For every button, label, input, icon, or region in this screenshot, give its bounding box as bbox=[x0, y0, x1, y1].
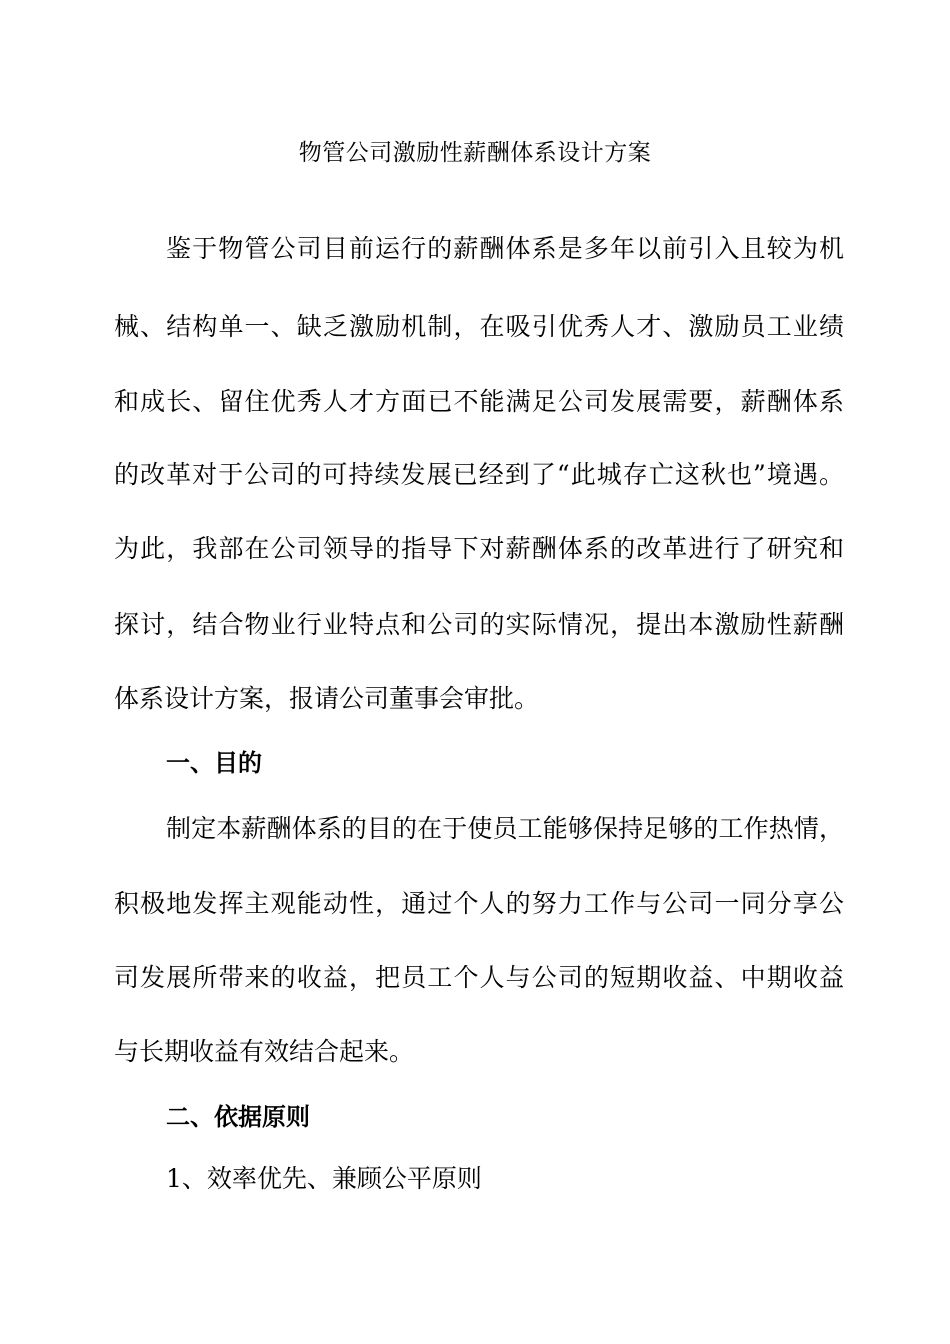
intro-line-5: 为此，我部在公司领导的指导下对薪酬体系的改革进行了研究和 bbox=[114, 534, 844, 563]
intro-line-7: 体系设计方案，报请公司董事会审批。 bbox=[114, 684, 540, 713]
intro-line-4: 的改革对于公司的可持续发展已经到了“此城存亡这秋也”境遇。 bbox=[114, 460, 844, 489]
intro-line-3: 和成长、留住优秀人才方面已不能满足公司发展需要，薪酬体系 bbox=[114, 387, 844, 416]
principle-item-1: 1、效率优先、兼顾公平原则 bbox=[166, 1164, 482, 1193]
purpose-line-2: 积极地发挥主观能动性，通过个人的努力工作与公司一同分享公 bbox=[114, 889, 844, 918]
purpose-line-1: 制定本薪酬体系的目的在于使员工能够保持足够的工作热情， bbox=[166, 814, 844, 843]
intro-line-2: 械、结构单一、缺乏激励机制，在吸引优秀人才、激励员工业绩 bbox=[114, 312, 844, 341]
intro-line-6: 探讨，结合物业行业特点和公司的实际情况，提出本激励性薪酬 bbox=[114, 610, 844, 639]
purpose-line-4: 与长期收益有效结合起来。 bbox=[114, 1037, 415, 1066]
section-heading-purpose: 一、目的 bbox=[166, 749, 262, 777]
document-title: 物管公司激励性薪酬体系设计方案 bbox=[298, 140, 652, 166]
intro-line-1: 鉴于物管公司目前运行的薪酬体系是多年以前引入且较为机 bbox=[166, 234, 844, 263]
purpose-line-3: 司发展所带来的收益，把员工个人与公司的短期收益、中期收益 bbox=[114, 963, 844, 992]
section-heading-principles: 二、依据原则 bbox=[166, 1103, 310, 1131]
